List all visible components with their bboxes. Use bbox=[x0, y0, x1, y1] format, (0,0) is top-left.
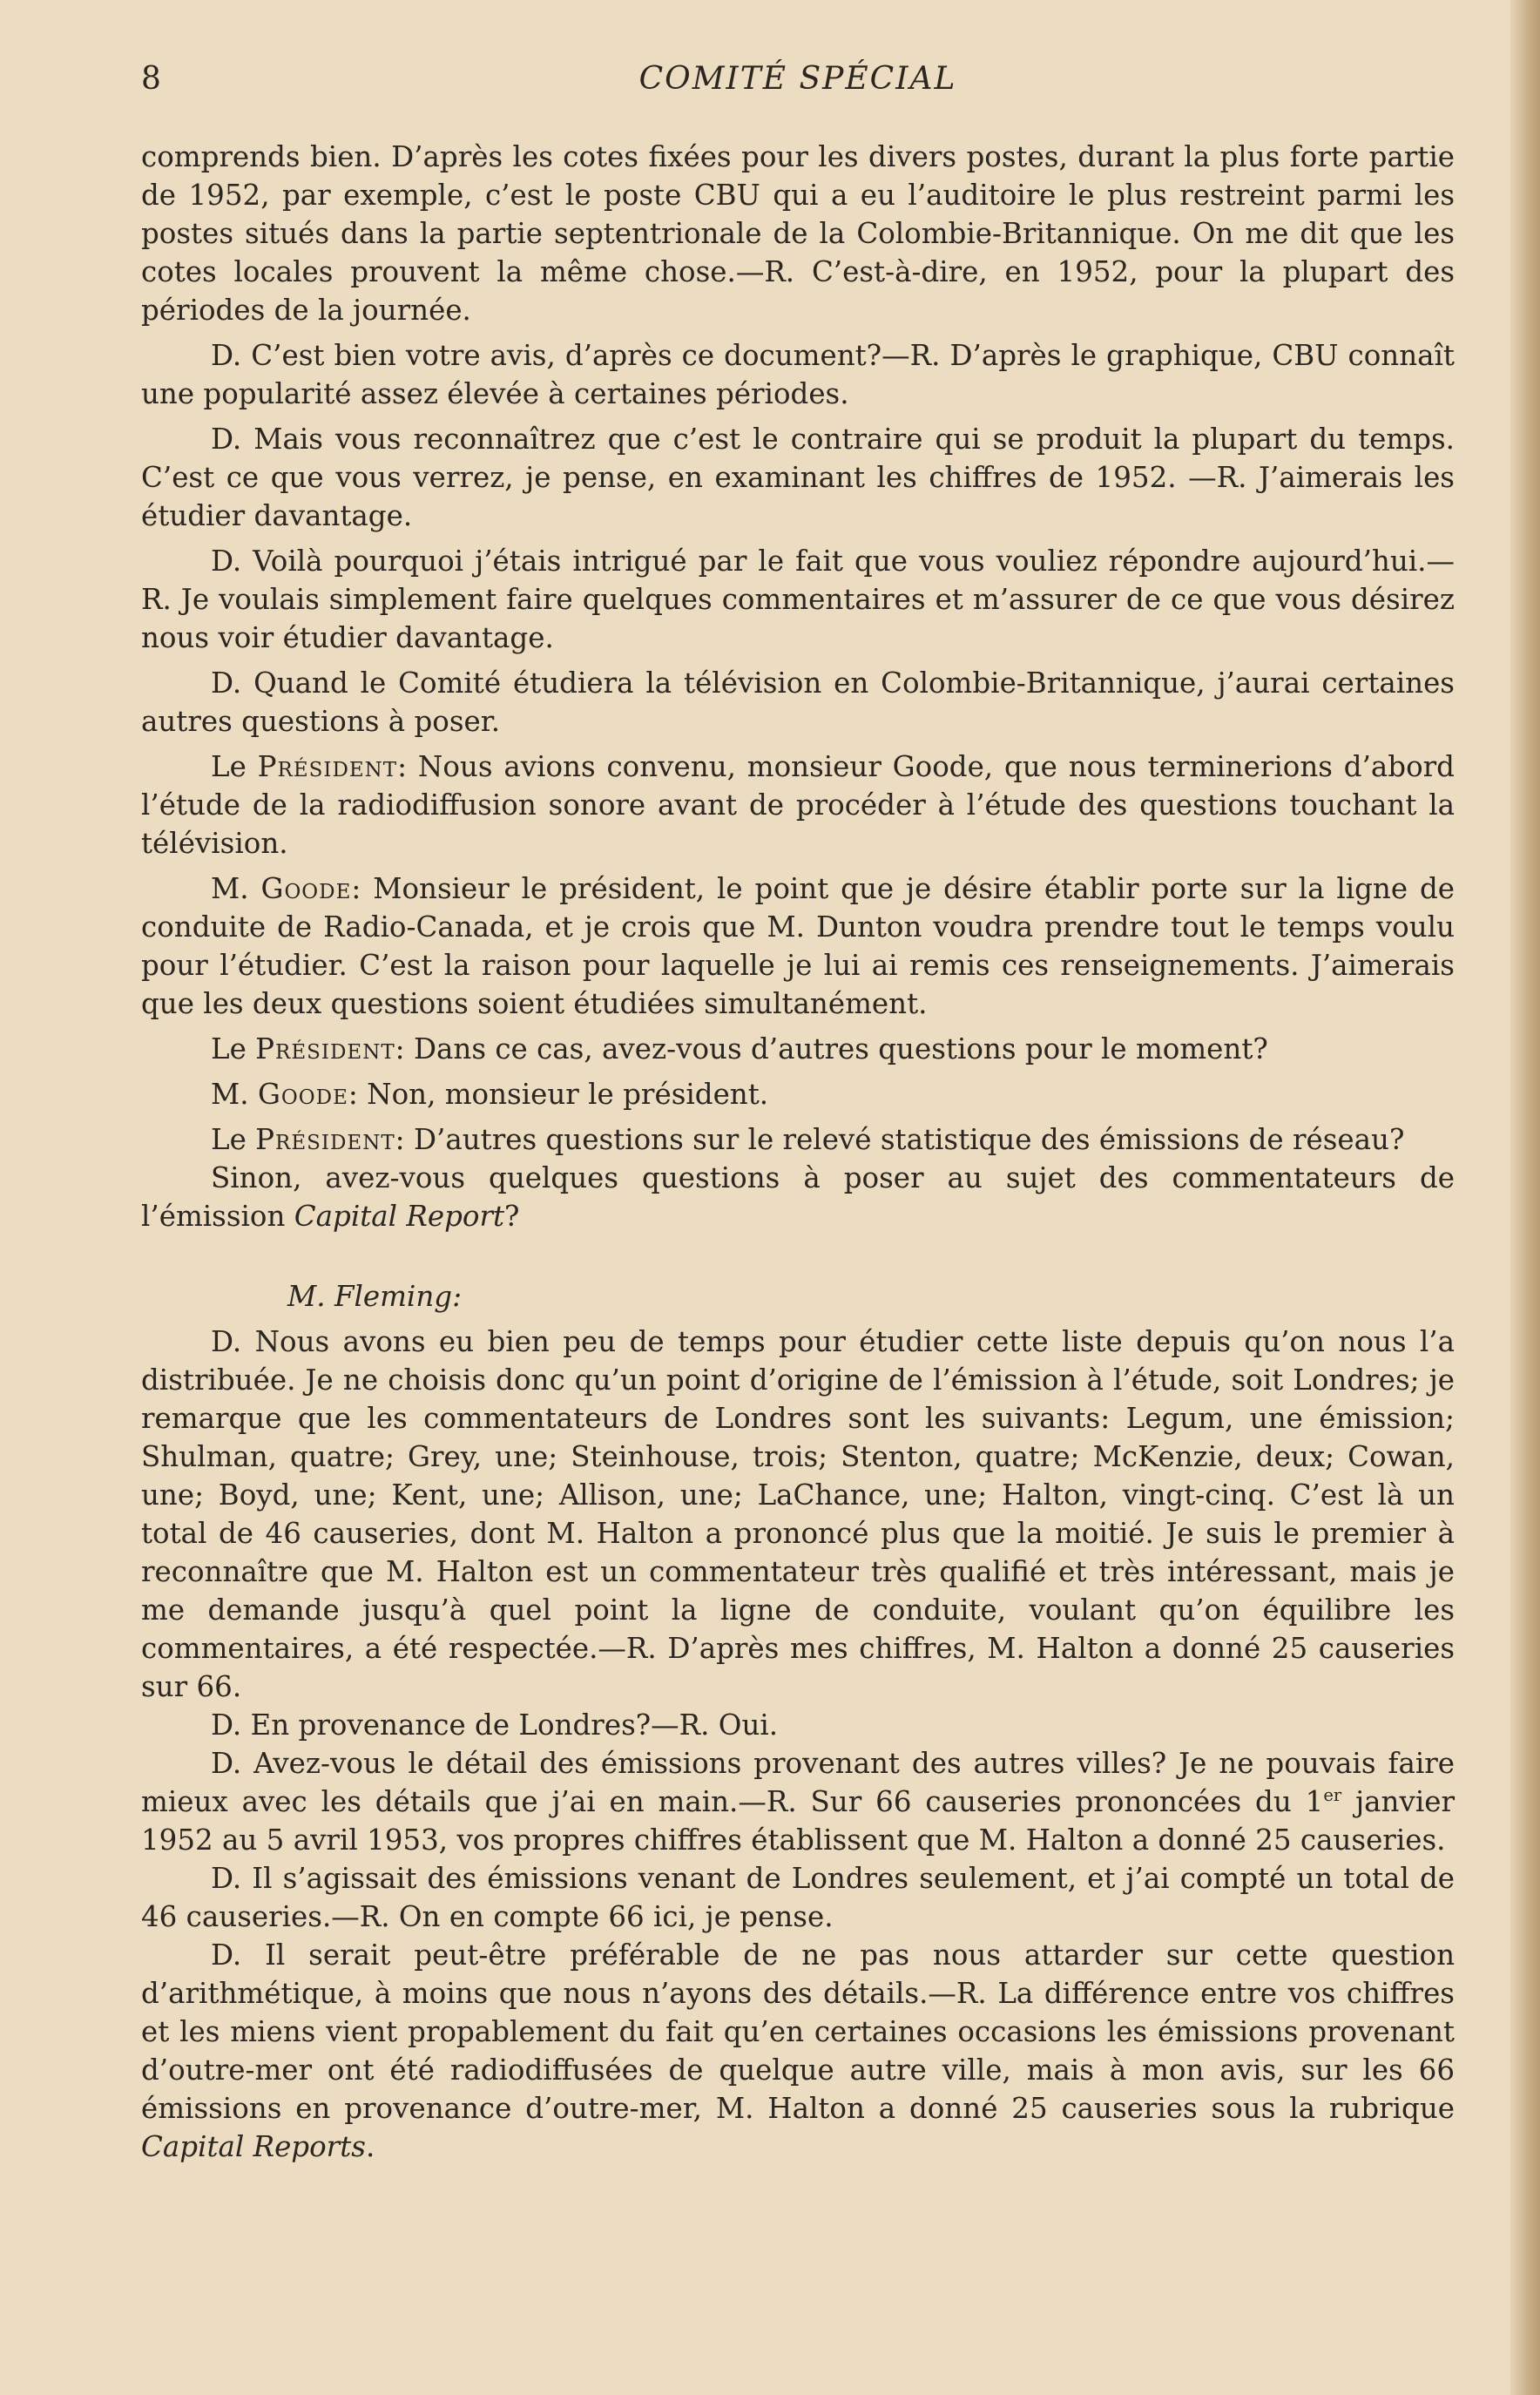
speaker-name: Goode bbox=[257, 1078, 348, 1111]
program-title: Capital Reports bbox=[141, 2130, 366, 2163]
paragraph-7 bbox=[141, 869, 1455, 1023]
paragraph-2: D. C’est bien votre avis, d’après ce document?—R. D’après le graphique, CBU connaît une popularité assez élevée à certaines périodes. bbox=[141, 339, 1455, 410]
paragraph-6 bbox=[141, 748, 1455, 863]
speaker-lead: Le bbox=[211, 1032, 256, 1066]
speaker-name: Président bbox=[257, 750, 398, 783]
speech-text-cont: janvier 1952 au 5 avril 1953, vos propres chiffres établissent que M. Halton a donné 25 causeries. bbox=[141, 1785, 1455, 1857]
speech-text: : Non, monsieur le président. bbox=[348, 1078, 769, 1111]
speech-end: . bbox=[365, 2130, 375, 2163]
page-body bbox=[141, 138, 1455, 2166]
speech-text: : Dans ce cas, avez-vous d’autres questions pour le moment? bbox=[395, 1032, 1268, 1066]
paragraph-10 bbox=[141, 1120, 1455, 1159]
speaker-lead: Le bbox=[211, 1123, 256, 1156]
speaker-lead: M. bbox=[211, 872, 261, 905]
paragraph-8 bbox=[141, 1030, 1455, 1068]
speech-text: D. Il serait peut-être préférable de ne pas nous attarder sur cette question d’arithmétique, à moins que nous n’ayons des détails.—R. La différence entre vos chiffres et les miens vient propablement du fait qu’en certaines occasions les émissions provenant d’outre-mer ont été radiodiffusées de quelque autre ville, mais à mon avis, sur les 66 émissions en provenance d’outre-mer, M. Halton a donné 25 causeries sous la rubrique bbox=[141, 1938, 1455, 2125]
speaker-lead: M. bbox=[211, 1078, 258, 1111]
paragraph-13: D. En provenance de Londres?—R. Oui. bbox=[211, 1708, 779, 1742]
paragraph-15: D. Il s’agissait des émissions venant de Londres seulement, et j’ai compté un total de 46 causeries.—R. On en compte 66 ici, je pense. bbox=[141, 1862, 1455, 1933]
speaker-lead: Le bbox=[211, 750, 258, 783]
paragraph-11 bbox=[141, 1159, 1455, 1235]
page-edge-shadow bbox=[1510, 0, 1540, 2395]
speech-text: : D’autres questions sur le relevé statistique des émissions de réseau? bbox=[395, 1123, 1405, 1156]
ordinal-superscript: er bbox=[1323, 1785, 1342, 1806]
speech-end: ? bbox=[504, 1200, 520, 1233]
paragraph-12: D. Nous avons eu bien peu de temps pour étudier cette liste depuis qu’on nous l’a distribuée. Je ne choisis donc qu’un point d’origine de l’émission à l’étude, soit Londres; je remarque que les commentateurs de Londres sont les suivants: Legum, une émission; Shulman, quatre; Grey, une; Steinhouse, trois; Stenton, quatre; McKenzie, deux; Cowan, une; Boyd, une; Kent, une; Allison, une; LaChance, une; Halton, vingt-cinq. C’est là un total de 46 causeries, dont M. Halton a prononcé plus que la moitié. Je suis le premier à reconnaître que M. Halton est un commentateur très qualifié et très intéressant, mais je me demande jusqu’à quel point la ligne de conduite, voulant qu’on équilibre les commentaires, a été respectée.—R. D’après mes chiffres, M. Halton a donné 25 causeries sur 66. bbox=[141, 1325, 1455, 1703]
paragraph-1: comprends bien. D’après les cotes fixées pour les divers postes, durant la plus forte partie de 1952, par exemple, c’est le poste CBU qui a eu l’auditoire le plus restreint parmi les postes situés dans la partie septentrionale de la Colombie-Britannique. On me dit que les cotes locales prouvent la même chose.—R. C’est-à-dire, en 1952, pour la plupart des périodes de la journée. bbox=[141, 140, 1455, 327]
running-title: COMITÉ SPÉCIAL bbox=[638, 61, 957, 97]
speech-text: : Nous avions convenu, monsieur Goode, que nous terminerions d’abord l’étude de la radiodiffusion sonore avant de procéder à l’étude des questions touchant la télévision. bbox=[141, 750, 1455, 860]
document-page bbox=[141, 54, 1455, 2166]
paragraph-3: D. Mais vous reconnaîtrez que c’est le contraire qui se produit la plupart du temps. C’est ce que vous verrez, je pense, en examinant les chiffres de 1952. —R. J’aimerais les étudier davantage. bbox=[141, 423, 1455, 532]
speaker-name: Goode bbox=[260, 872, 352, 905]
paragraph-4: D. Voilà pourquoi j’étais intrigué par le fait que vous vouliez répondre aujourd’hui.—R. Je voulais simplement faire quelques commentaires et m’assurer de ce que vous désirez nous voir étudier davantage. bbox=[141, 545, 1455, 654]
speaker-name: Président bbox=[255, 1032, 395, 1066]
speaker-name: Président bbox=[255, 1123, 395, 1156]
program-title: Capital Report bbox=[294, 1200, 505, 1233]
speech-text: : Monsieur le président, le point que je désire établir porte sur la ligne de conduite de Radio-Canada, et je crois que M. Dunton voudra prendre tout le temps voulu pour l’étudier. C’est la raison pour laquelle je lui ai remis ces renseignements. J’aimerais que les deux questions soient étudiées simultanément. bbox=[141, 872, 1455, 1020]
paragraph-16 bbox=[141, 1936, 1455, 2166]
paragraph-9 bbox=[141, 1075, 1455, 1113]
page-number: 8 bbox=[141, 61, 161, 97]
paragraph-5: D. Quand le Comité étudiera la télévision en Colombie-Britannique, j’aurai certaines autres questions à poser. bbox=[141, 666, 1455, 738]
speech-text: D. Avez-vous le détail des émissions provenant des autres villes? Je ne pouvais faire mieux avec les détails que j’ai en main.—R. Sur 66 causeries prononcées du 1 bbox=[141, 1747, 1455, 1818]
page-header bbox=[141, 54, 1455, 106]
speech-text: Sinon, avez-vous quelques questions à poser au sujet des commentateurs de l’émission bbox=[141, 1161, 1455, 1233]
speaker-heading: M. Fleming: bbox=[287, 1280, 463, 1313]
paragraph-14 bbox=[141, 1744, 1455, 1859]
